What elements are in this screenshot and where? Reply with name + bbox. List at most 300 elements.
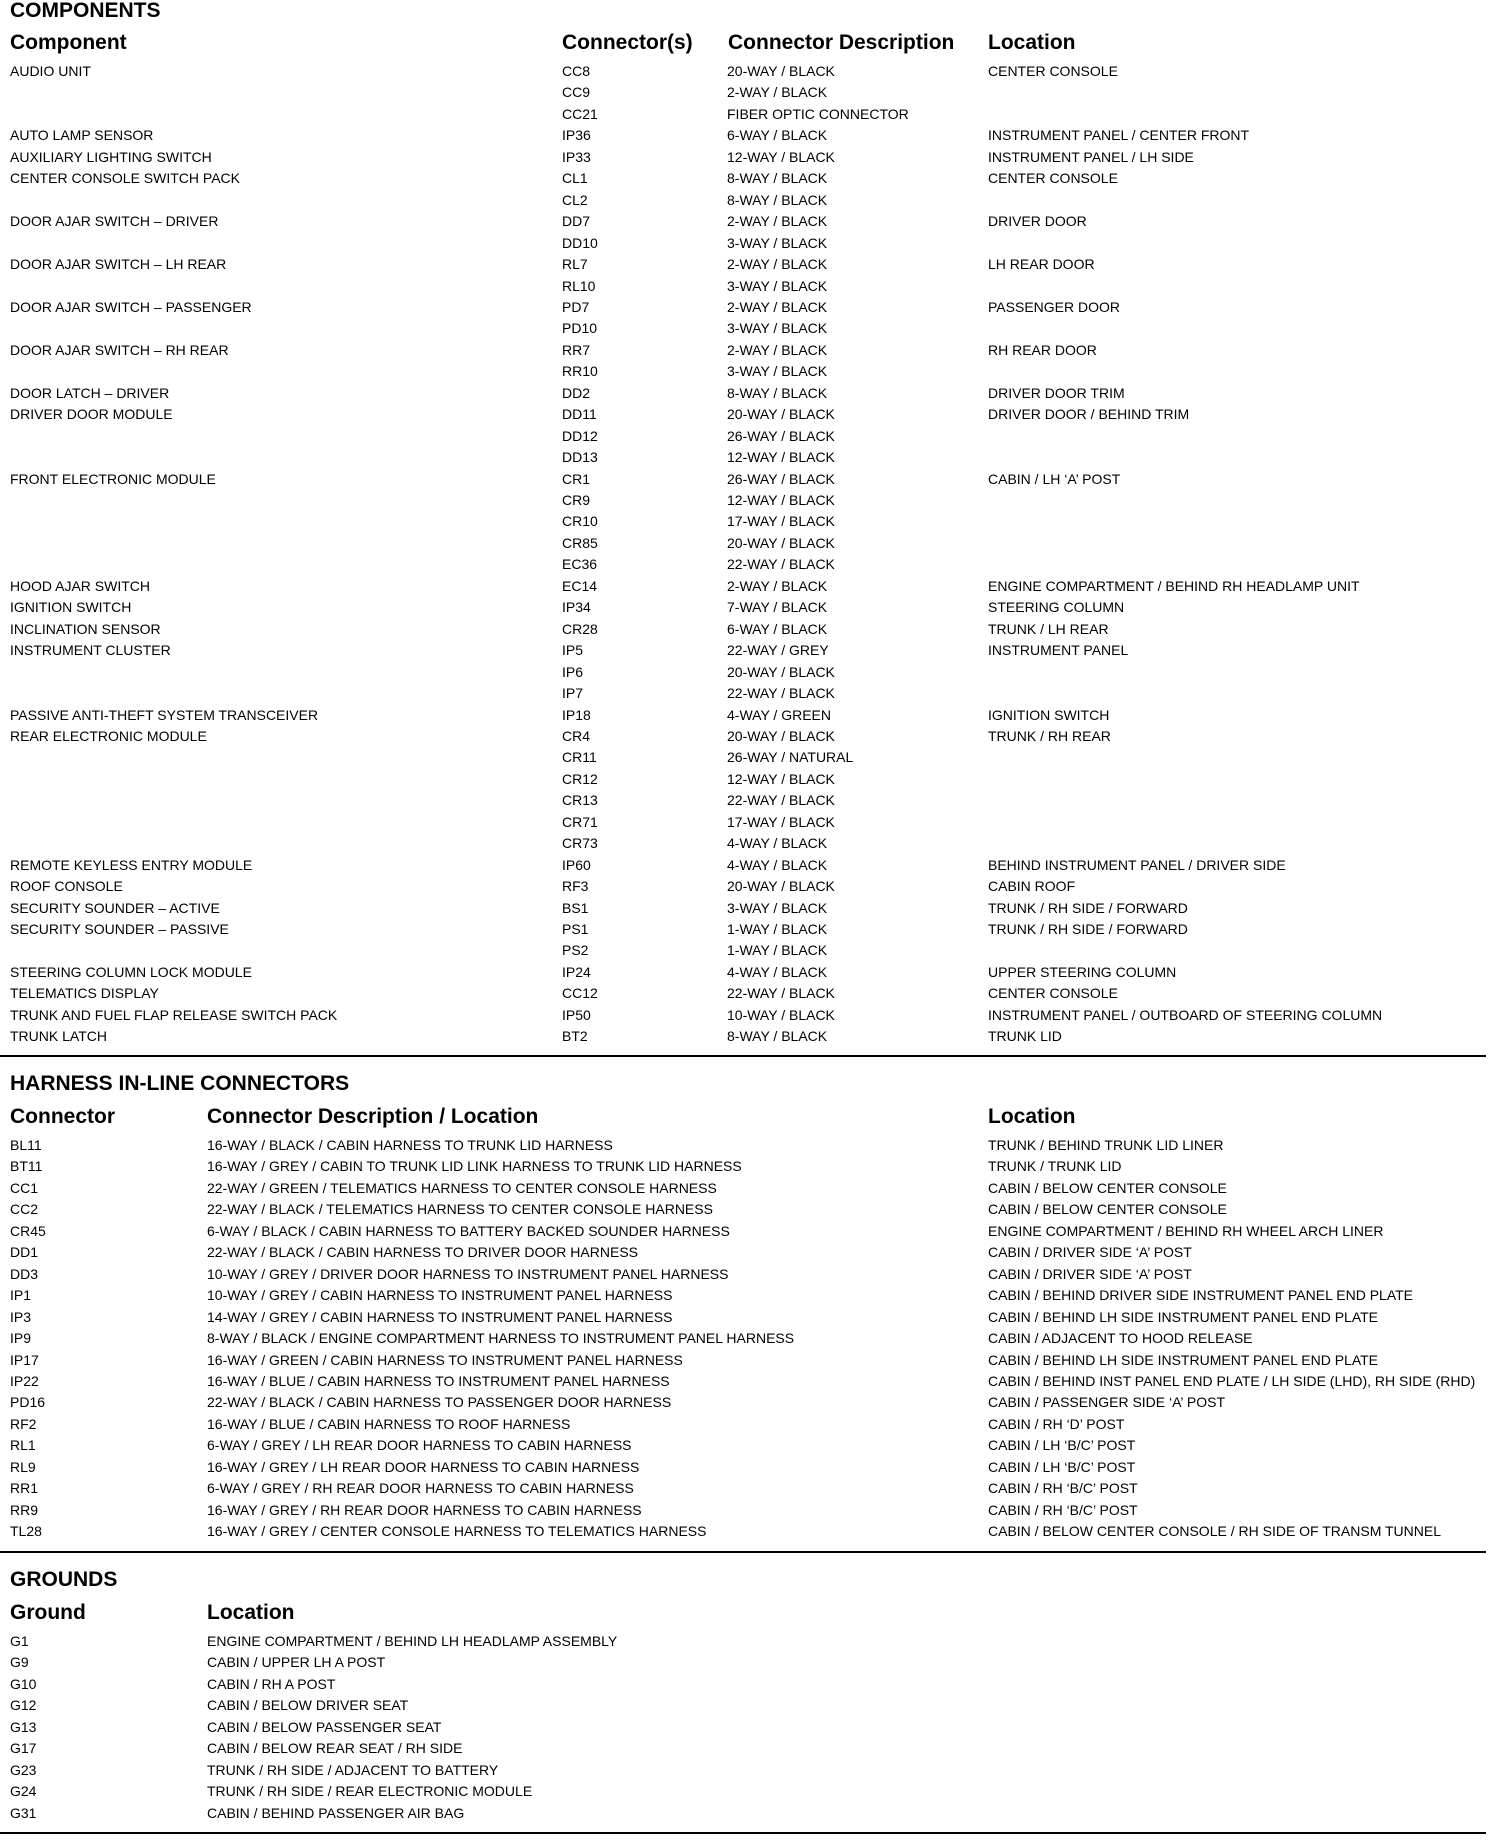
connector-description: 20-WAY / BLACK — [727, 878, 835, 895]
component-location: CABIN ROOF — [988, 878, 1076, 895]
table-row — [0, 1221, 1504, 1242]
connector-description: 6-WAY / GREY / RH REAR DOOR HARNESS TO CABIN HARNESS — [207, 1480, 634, 1497]
connector-id: DD3 — [10, 1265, 39, 1282]
connector-description: 20-WAY / BLACK — [727, 663, 835, 680]
connector-description: 8-WAY / BLACK / ENGINE COMPARTMENT HARNESS TO INSTRUMENT PANEL HARNESS — [207, 1330, 795, 1347]
component-location: TRUNK / RH REAR — [988, 727, 1111, 744]
connector-description: 2-WAY / BLACK — [727, 298, 828, 315]
table-row — [0, 404, 1504, 425]
connector-description: 6-WAY / BLACK — [727, 620, 828, 637]
connector-description: 16-WAY / GREY / LH REAR DOOR HARNESS TO CABIN HARNESS — [207, 1458, 640, 1475]
table-row — [0, 726, 1504, 747]
component-name: TRUNK AND FUEL FLAP RELEASE SWITCH PACK — [10, 1006, 338, 1023]
connector-id: PD16 — [10, 1394, 46, 1411]
table-row — [0, 812, 1504, 833]
connector-id: IP34 — [562, 599, 591, 616]
component-name: DOOR AJAR SWITCH – RH REAR — [10, 341, 229, 358]
connector-id: RF3 — [562, 878, 589, 895]
component-location: TRUNK / LH REAR — [988, 620, 1109, 637]
table-row — [0, 233, 1504, 254]
table-row — [0, 1264, 1504, 1285]
connector-description: 26-WAY / NATURAL — [727, 749, 854, 766]
component-location: IGNITION SWITCH — [988, 706, 1110, 723]
table-row — [0, 1457, 1504, 1478]
grounds-header-ground: Ground — [10, 1601, 86, 1624]
table-row — [0, 1026, 1504, 1047]
component-location: DRIVER DOOR TRIM — [988, 384, 1125, 401]
table-row — [0, 1781, 1504, 1802]
connector-id: PS2 — [562, 942, 589, 959]
component-location: TRUNK / RH SIDE / FORWARD — [988, 921, 1188, 937]
connector-id: RR10 — [562, 363, 598, 380]
component-location: INSTRUMENT PANEL / CENTER FRONT — [988, 127, 1250, 144]
connector-id: CL2 — [562, 191, 588, 208]
table-row — [0, 747, 1504, 768]
table-row — [0, 211, 1504, 232]
harness-header-description: Connector Description / Location — [207, 1105, 539, 1128]
table-row — [0, 1307, 1504, 1328]
component-location: INSTRUMENT PANEL — [988, 642, 1129, 659]
ground-location: CABIN / BEHIND PASSENGER AIR BAG — [207, 1804, 465, 1821]
component-location: CENTER CONSOLE — [988, 63, 1118, 79]
table-row — [0, 876, 1504, 897]
component-location: STEERING COLUMN — [988, 599, 1125, 616]
table-row — [0, 705, 1504, 726]
table-row — [0, 898, 1504, 919]
connector-id: IP1 — [10, 1287, 32, 1304]
table-row — [0, 1695, 1504, 1716]
table-row — [0, 983, 1504, 1004]
table-row — [0, 855, 1504, 876]
connector-description: 3-WAY / BLACK — [727, 234, 828, 251]
connector-description: 8-WAY / BLACK — [727, 384, 828, 401]
table-row — [0, 104, 1504, 125]
table-row — [0, 919, 1504, 940]
grounds-title: GROUNDS — [10, 1568, 118, 1591]
component-name: TRUNK LATCH — [10, 1028, 107, 1045]
connector-id: CR71 — [562, 813, 598, 830]
components-header-location: Location — [988, 31, 1076, 54]
table-row — [0, 82, 1504, 103]
component-name: AUTO LAMP SENSOR — [10, 127, 154, 144]
ground-location: CABIN / UPPER LH A POST — [207, 1654, 386, 1671]
table-row — [0, 533, 1504, 554]
connector-location: CABIN / BEHIND LH SIDE INSTRUMENT PANEL END PLATE — [988, 1351, 1379, 1368]
table-row — [0, 383, 1504, 404]
table-row — [0, 619, 1504, 640]
table-row — [0, 683, 1504, 704]
connector-id: BT2 — [562, 1028, 588, 1045]
ground-id: G17 — [10, 1740, 37, 1757]
component-name: PASSIVE ANTI-THEFT SYSTEM TRANSCEIVER — [10, 706, 319, 723]
connector-id: CC21 — [562, 105, 598, 122]
connector-id: CR1 — [562, 470, 591, 487]
connector-id: RF2 — [10, 1415, 37, 1432]
connector-id: RL10 — [562, 277, 596, 294]
connector-description: 12-WAY / BLACK — [727, 770, 835, 787]
component-name: SECURITY SOUNDER – PASSIVE — [10, 921, 229, 937]
component-name: IGNITION SWITCH — [10, 599, 132, 616]
harness-header-connector: Connector — [10, 1105, 115, 1128]
component-location: RH REAR DOOR — [988, 341, 1097, 358]
connector-location: CABIN / PASSENGER SIDE ‘A’ POST — [988, 1394, 1226, 1411]
connector-id: CC9 — [562, 84, 591, 101]
table-row — [0, 1350, 1504, 1371]
ground-id: G13 — [10, 1718, 37, 1735]
connector-id: EC14 — [562, 577, 598, 594]
component-name: AUXILIARY LIGHTING SWITCH — [10, 148, 212, 165]
connector-location: CABIN / BELOW CENTER CONSOLE / RH SIDE OF TRANSM TUNNEL — [988, 1523, 1441, 1540]
connector-description: 2-WAY / BLACK — [727, 84, 828, 101]
connector-id: IP7 — [562, 685, 584, 702]
table-row — [0, 340, 1504, 361]
ground-id: G31 — [10, 1804, 37, 1821]
connector-description: 16-WAY / GREY / CABIN TO TRUNK LID LINK HARNESS TO TRUNK LID HARNESS — [207, 1158, 742, 1175]
component-name: AUDIO UNIT — [10, 63, 91, 79]
connector-id: CR45 — [10, 1222, 46, 1239]
connector-description: 14-WAY / GREY / CABIN HARNESS TO INSTRUMENT PANEL HARNESS — [207, 1308, 673, 1325]
connector-description: 3-WAY / BLACK — [727, 899, 828, 916]
ground-id: G12 — [10, 1697, 37, 1714]
table-row — [0, 1178, 1504, 1199]
connector-id: EC36 — [562, 556, 598, 573]
component-location: INSTRUMENT PANEL / LH SIDE — [988, 148, 1194, 165]
connector-id: CC8 — [562, 63, 591, 79]
connector-description: 17-WAY / BLACK — [727, 513, 835, 530]
connector-description: 10-WAY / GREY / DRIVER DOOR HARNESS TO INSTRUMENT PANEL HARNESS — [207, 1265, 729, 1282]
component-location: BEHIND INSTRUMENT PANEL / DRIVER SIDE — [988, 856, 1286, 873]
connector-id: DD11 — [562, 406, 597, 423]
table-row — [0, 1156, 1504, 1177]
connector-location: CABIN / DRIVER SIDE ‘A’ POST — [988, 1244, 1192, 1261]
table-row — [0, 1717, 1504, 1738]
connector-id: IP33 — [562, 148, 591, 165]
connector-description: 3-WAY / BLACK — [727, 320, 828, 337]
connector-id: RR9 — [10, 1501, 39, 1518]
connector-location: CABIN / RH ‘D’ POST — [988, 1415, 1125, 1432]
connector-description: 6-WAY / BLACK / CABIN HARNESS TO BATTERY BACKED SOUNDER HARNESS — [207, 1222, 730, 1239]
components-header-connectors: Connector(s) — [562, 31, 693, 54]
connector-id: RL1 — [10, 1437, 36, 1454]
connector-description: 16-WAY / GREY / RH REAR DOOR HARNESS TO CABIN HARNESS — [207, 1501, 642, 1518]
ground-location: TRUNK / RH SIDE / ADJACENT TO BATTERY — [207, 1761, 499, 1778]
connector-description: 3-WAY / BLACK — [727, 363, 828, 380]
table-row — [0, 1242, 1504, 1263]
connector-id: CR11 — [562, 749, 597, 766]
connector-description: 4-WAY / BLACK — [727, 963, 828, 980]
table-row — [0, 790, 1504, 811]
components-header-description: Connector Description — [728, 31, 955, 54]
component-name: TELEMATICS DISPLAY — [10, 985, 159, 1002]
connector-id: CL1 — [562, 170, 588, 187]
connector-id: DD2 — [562, 384, 591, 401]
component-name: INCLINATION SENSOR — [10, 620, 161, 637]
connector-description: 4-WAY / BLACK — [727, 856, 828, 873]
connector-description: 22-WAY / GREY — [727, 642, 829, 659]
connector-id: PD7 — [562, 298, 590, 315]
connector-id: IP36 — [562, 127, 591, 144]
table-row — [0, 361, 1504, 382]
table-row — [0, 469, 1504, 490]
component-name: INSTRUMENT CLUSTER — [10, 642, 171, 659]
connector-id: IP50 — [562, 1006, 591, 1023]
table-row — [0, 1738, 1504, 1759]
connector-location: CABIN / BELOW CENTER CONSOLE — [988, 1179, 1227, 1196]
table-row — [0, 1478, 1504, 1499]
connector-description: 2-WAY / BLACK — [727, 341, 828, 358]
table-row — [0, 254, 1504, 275]
table-row — [0, 640, 1504, 661]
section-divider — [0, 1832, 1486, 1834]
connector-id: CR73 — [562, 835, 598, 852]
connector-location: ENGINE COMPARTMENT / BEHIND RH WHEEL ARCH LINER — [988, 1222, 1384, 1239]
connector-description: 22-WAY / BLACK — [727, 556, 835, 573]
table-row — [0, 1803, 1504, 1824]
component-name: SECURITY SOUNDER – ACTIVE — [10, 899, 220, 916]
connector-description: 26-WAY / BLACK — [727, 470, 835, 487]
component-location: CENTER CONSOLE — [988, 170, 1118, 187]
connector-description: 20-WAY / BLACK — [727, 406, 835, 423]
table-row — [0, 662, 1504, 683]
table-row — [0, 490, 1504, 511]
component-name: DOOR AJAR SWITCH – PASSENGER — [10, 298, 252, 315]
connector-description: 2-WAY / BLACK — [727, 577, 828, 594]
component-name: HOOD AJAR SWITCH — [10, 577, 151, 594]
component-name: ROOF CONSOLE — [10, 878, 123, 895]
table-row — [0, 1652, 1504, 1673]
table-row — [0, 1199, 1504, 1220]
connector-description: 16-WAY / BLACK / CABIN HARNESS TO TRUNK LID HARNESS — [207, 1137, 613, 1153]
table-row — [0, 297, 1504, 318]
table-row — [0, 1371, 1504, 1392]
connector-description: 6-WAY / BLACK — [727, 127, 828, 144]
connector-id: RR7 — [562, 341, 591, 358]
ground-location: TRUNK / RH SIDE / REAR ELECTRONIC MODULE — [207, 1783, 533, 1800]
component-name: STEERING COLUMN LOCK MODULE — [10, 963, 252, 980]
connector-id: PS1 — [562, 921, 589, 937]
connector-description: 26-WAY / BLACK — [727, 427, 835, 444]
connector-description: 20-WAY / BLACK — [727, 727, 835, 744]
component-name: DOOR AJAR SWITCH – DRIVER — [10, 213, 219, 230]
ground-location: CABIN / BELOW DRIVER SEAT — [207, 1697, 409, 1714]
connector-description: 2-WAY / BLACK — [727, 213, 828, 230]
table-row — [0, 1285, 1504, 1306]
connector-id: CC1 — [10, 1179, 39, 1196]
connector-description: 22-WAY / GREEN / TELEMATICS HARNESS TO CENTER CONSOLE HARNESS — [207, 1179, 717, 1196]
component-name: REAR ELECTRONIC MODULE — [10, 727, 207, 744]
connector-id: CR4 — [562, 727, 591, 744]
component-location: DRIVER DOOR / BEHIND TRIM — [988, 406, 1190, 423]
connector-location: CABIN / ADJACENT TO HOOD RELEASE — [988, 1330, 1253, 1347]
connector-id: IP18 — [562, 706, 591, 723]
ground-location: CABIN / RH A POST — [207, 1675, 336, 1692]
connector-description: 22-WAY / BLACK / CABIN HARNESS TO DRIVER DOOR HARNESS — [207, 1244, 638, 1261]
table-row — [0, 1521, 1504, 1542]
connector-description: 12-WAY / BLACK — [727, 492, 835, 508]
table-row — [0, 61, 1504, 82]
connector-description: 10-WAY / BLACK — [727, 1006, 835, 1023]
connector-description: 22-WAY / BLACK / CABIN HARNESS TO PASSENGER DOOR HARNESS — [207, 1394, 672, 1411]
table-row — [0, 168, 1504, 189]
connector-description: 16-WAY / GREEN / CABIN HARNESS TO INSTRUMENT PANEL HARNESS — [207, 1351, 683, 1368]
connector-description: 6-WAY / GREY / LH REAR DOOR HARNESS TO CABIN HARNESS — [207, 1437, 632, 1454]
ground-id: G9 — [10, 1654, 29, 1671]
table-row — [0, 125, 1504, 146]
connector-description: FIBER OPTIC CONNECTOR — [727, 105, 909, 122]
component-location: UPPER STEERING COLUMN — [988, 963, 1177, 980]
connector-description: 22-WAY / BLACK — [727, 685, 835, 702]
connector-id: BL11 — [10, 1137, 42, 1153]
connector-description: 2-WAY / BLACK — [727, 256, 828, 273]
table-row — [0, 1005, 1504, 1026]
component-location: ENGINE COMPARTMENT / BEHIND RH HEADLAMP UNIT — [988, 577, 1360, 594]
connector-description: 17-WAY / BLACK — [727, 813, 835, 830]
connector-description: 16-WAY / BLUE / CABIN HARNESS TO ROOF HARNESS — [207, 1415, 571, 1432]
table-row — [0, 1328, 1504, 1349]
connector-id: CR12 — [562, 770, 598, 787]
table-row — [0, 554, 1504, 575]
connector-description: 10-WAY / GREY / CABIN HARNESS TO INSTRUMENT PANEL HARNESS — [207, 1287, 673, 1304]
connector-location: CABIN / BEHIND LH SIDE INSTRUMENT PANEL END PLATE — [988, 1308, 1379, 1325]
connector-id: IP22 — [10, 1372, 39, 1389]
ground-location: ENGINE COMPARTMENT / BEHIND LH HEADLAMP ASSEMBLY — [207, 1633, 618, 1649]
connector-description: 12-WAY / BLACK — [727, 449, 835, 466]
ground-id: G1 — [10, 1633, 29, 1649]
component-location: TRUNK LID — [988, 1028, 1062, 1045]
component-location: LH REAR DOOR — [988, 256, 1095, 273]
components-title: COMPONENTS — [10, 0, 161, 22]
table-row — [0, 190, 1504, 211]
connector-id: BS1 — [562, 899, 589, 916]
component-name: DOOR LATCH – DRIVER — [10, 384, 170, 401]
connector-description: 22-WAY / BLACK — [727, 792, 835, 809]
table-row — [0, 1414, 1504, 1435]
harness-title: HARNESS IN-LINE CONNECTORS — [10, 1072, 350, 1095]
connector-id: CR13 — [562, 792, 598, 809]
connector-description: 8-WAY / BLACK — [727, 170, 828, 187]
connector-location: CABIN / LH ‘B/C’ POST — [988, 1437, 1136, 1454]
harness-header-location: Location — [988, 1105, 1076, 1128]
connector-id: DD13 — [562, 449, 598, 466]
component-location: CABIN / LH ‘A’ POST — [988, 470, 1121, 487]
table-row — [0, 1674, 1504, 1695]
section-divider — [0, 1551, 1486, 1553]
connector-description: 16-WAY / BLUE / CABIN HARNESS TO INSTRUMENT PANEL HARNESS — [207, 1372, 670, 1389]
component-name: CENTER CONSOLE SWITCH PACK — [10, 170, 240, 187]
grounds-header-location: Location — [207, 1601, 295, 1624]
connector-description: 1-WAY / BLACK — [727, 921, 828, 937]
table-row — [0, 576, 1504, 597]
connector-id: DD10 — [562, 234, 598, 251]
table-row — [0, 1435, 1504, 1456]
section-divider — [0, 1055, 1486, 1057]
connector-location: CABIN / RH ‘B/C’ POST — [988, 1480, 1138, 1497]
connector-id: RL9 — [10, 1458, 36, 1475]
connector-description: 4-WAY / BLACK — [727, 835, 828, 852]
component-location: DRIVER DOOR — [988, 213, 1087, 230]
connector-id: IP3 — [10, 1308, 32, 1325]
component-location: INSTRUMENT PANEL / OUTBOARD OF STEERING COLUMN — [988, 1006, 1383, 1023]
connector-id: DD7 — [562, 213, 591, 230]
component-name: DRIVER DOOR MODULE — [10, 406, 173, 423]
connector-description: 3-WAY / BLACK — [727, 277, 828, 294]
connector-id: IP17 — [10, 1351, 39, 1368]
connector-description: 22-WAY / BLACK — [727, 985, 835, 1002]
connector-description: 1-WAY / BLACK — [727, 942, 828, 959]
connector-description: 8-WAY / BLACK — [727, 1028, 828, 1045]
connector-id: RL7 — [562, 256, 588, 273]
connector-id: PD10 — [562, 320, 598, 337]
table-row — [0, 769, 1504, 790]
connector-id: CR9 — [562, 492, 591, 508]
table-row — [0, 511, 1504, 532]
connector-location: TRUNK / BEHIND TRUNK LID LINER — [988, 1137, 1224, 1153]
connector-description: 20-WAY / BLACK — [727, 534, 835, 551]
connector-id: CR85 — [562, 534, 598, 551]
connector-location: CABIN / BELOW CENTER CONSOLE — [988, 1201, 1227, 1218]
ground-location: CABIN / BELOW PASSENGER SEAT — [207, 1718, 442, 1735]
table-row — [0, 426, 1504, 447]
components-header-component: Component — [10, 31, 127, 54]
table-row — [0, 447, 1504, 468]
connector-location: CABIN / LH ‘B/C’ POST — [988, 1458, 1136, 1475]
table-row — [0, 597, 1504, 618]
connector-description: 7-WAY / BLACK — [727, 599, 828, 616]
table-row — [0, 318, 1504, 339]
connector-description: 22-WAY / BLACK / TELEMATICS HARNESS TO CENTER CONSOLE HARNESS — [207, 1201, 713, 1218]
ground-id: G24 — [10, 1783, 37, 1800]
connector-id: BT11 — [10, 1158, 43, 1175]
ground-id: G23 — [10, 1761, 37, 1778]
component-location: CENTER CONSOLE — [988, 985, 1118, 1002]
component-location: TRUNK / RH SIDE / FORWARD — [988, 899, 1188, 916]
table-row — [0, 1135, 1504, 1156]
connector-location: CABIN / RH ‘B/C’ POST — [988, 1501, 1138, 1518]
connector-id: TL28 — [10, 1523, 42, 1540]
component-name: REMOTE KEYLESS ENTRY MODULE — [10, 856, 253, 873]
connector-description: 8-WAY / BLACK — [727, 191, 828, 208]
connector-id: DD12 — [562, 427, 598, 444]
connector-id: DD1 — [10, 1244, 39, 1261]
connector-description: 20-WAY / BLACK — [727, 63, 835, 79]
table-row — [0, 147, 1504, 168]
ground-id: G10 — [10, 1675, 37, 1692]
connector-id: IP9 — [10, 1330, 32, 1347]
connector-id: CR10 — [562, 513, 598, 530]
connector-id: IP6 — [562, 663, 584, 680]
connector-description: 12-WAY / BLACK — [727, 148, 835, 165]
component-name: FRONT ELECTRONIC MODULE — [10, 470, 216, 487]
connector-location: CABIN / BEHIND DRIVER SIDE INSTRUMENT PANEL END PLATE — [988, 1287, 1414, 1304]
table-row — [0, 276, 1504, 297]
connector-id: IP24 — [562, 963, 591, 980]
table-row — [0, 1760, 1504, 1781]
connector-id: IP5 — [562, 642, 584, 659]
table-row — [0, 962, 1504, 983]
connector-location: TRUNK / TRUNK LID — [988, 1158, 1122, 1175]
connector-id: CC2 — [10, 1201, 39, 1218]
table-row — [0, 1631, 1504, 1652]
connector-id: CR28 — [562, 620, 598, 637]
connector-description: 16-WAY / GREY / CENTER CONSOLE HARNESS TO TELEMATICS HARNESS — [207, 1523, 707, 1540]
table-row — [0, 940, 1504, 961]
connector-id: RR1 — [10, 1480, 39, 1497]
connector-id: IP60 — [562, 856, 591, 873]
connector-description: 4-WAY / GREEN — [727, 706, 831, 723]
connector-location: CABIN / DRIVER SIDE ‘A’ POST — [988, 1265, 1192, 1282]
connector-location: CABIN / BEHIND INST PANEL END PLATE / LH SIDE (LHD), RH SIDE (RHD) — [988, 1372, 1476, 1389]
table-row — [0, 833, 1504, 854]
